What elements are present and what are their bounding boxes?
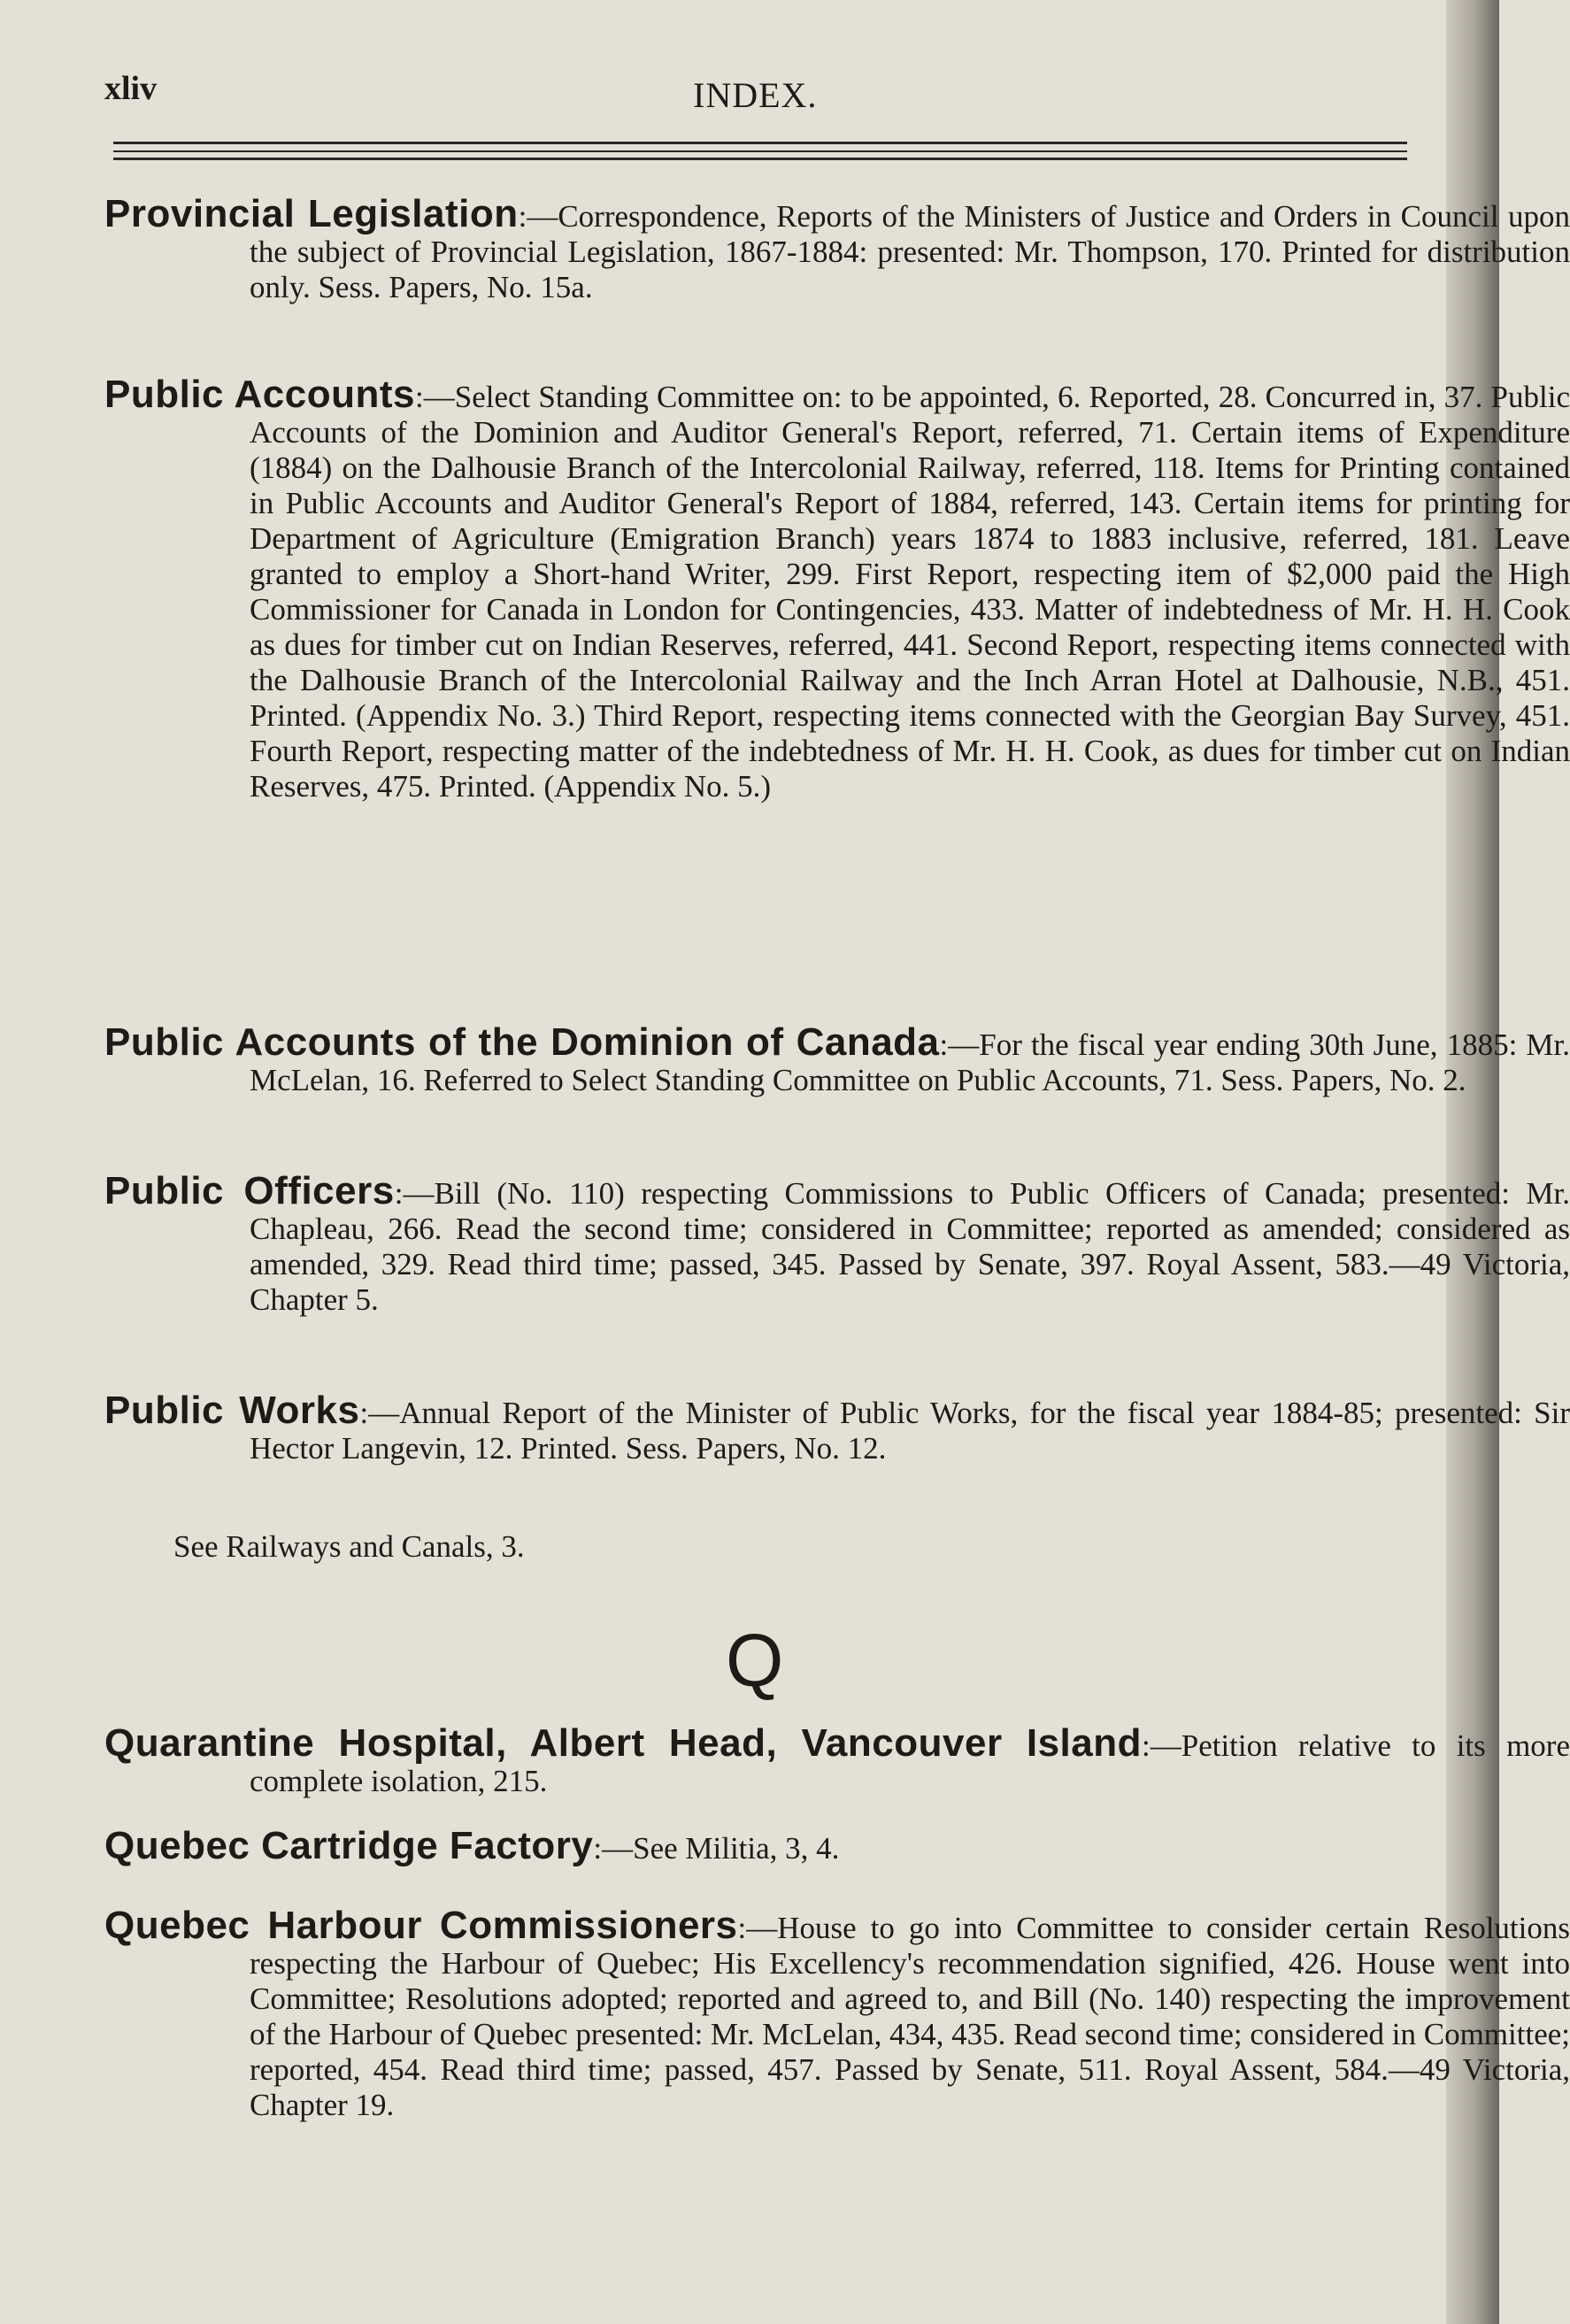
- entry-term: Public Officers: [104, 1169, 395, 1212]
- entry-text: :—Bill (No. 110) respecting Commissions to Public Officers of Canada; presented: Mr. Chapleau, 266. Read the second time; considered in Committee; reported as amended; considered as amended, 329. Read third time; passed, 345. Passed by Senate, 397. Royal Assent, 583.—49 Victoria, Chapter 5.: [250, 1176, 1570, 1317]
- entry-term: Public Works: [104, 1389, 360, 1432]
- entry-text: :—Correspondence, Reports of the Ministers of Justice and Orders in Council upon the subject of Provincial Legislation, 1867-1884: presented: Mr. Thompson, 170. Printed for distribution only. Sess. Papers, No. 15a.: [250, 199, 1570, 304]
- entry-term: Quebec Harbour Commissioners: [104, 1904, 738, 1947]
- index-entry-provincial-legislation: [104, 192, 1570, 305]
- page-number: xliv: [104, 70, 158, 107]
- index-entry-quebec-harbour-commissioners: [104, 1904, 1570, 2123]
- index-entry-public-works: [104, 1389, 1570, 1466]
- entry-term: Public Accounts of the Dominion of Canada: [104, 1020, 940, 1064]
- entry-term: Quarantine Hospital, Albert Head, Vancouver Island: [104, 1721, 1142, 1765]
- see-also-reference: See Railways and Canals, 3.: [173, 1529, 525, 1564]
- index-entry-public-accounts-dominion: [104, 1020, 1570, 1098]
- running-head: INDEX.: [693, 75, 818, 115]
- section-letter: Q: [726, 1619, 784, 1702]
- page-header: [104, 69, 1414, 122]
- entry-text: :—House to go into Committee to consider certain Resolutions respecting the Harbour of Quebec; His Excellency's recommendation signified, 426. House went into Committee; Resolutions adopted; reported and agreed to, and Bill (No. 140) respecting the improvement of the Harbour of Quebec presented: Mr. McLelan, 434, 435. Read second time; considered in Committee; reported, 454. Read third time; passed, 457. Passed by Senate, 511. Royal Assent, 584.—49 Victoria, Chapter 19.: [250, 1911, 1570, 2122]
- header-rule: [113, 158, 1407, 160]
- index-entry-public-accounts: [104, 373, 1570, 804]
- index-entry-quarantine-hospital: [104, 1721, 1570, 1799]
- index-entry-public-officers: [104, 1169, 1570, 1318]
- entry-text: :—Annual Report of the Minister of Public Works, for the fiscal year 1884-85; presented: Sir Hector Langevin, 12. Printed. Sess. Papers, No. 12.: [250, 1396, 1570, 1466]
- entry-text: :—See Militia, 3, 4.: [593, 1831, 840, 1866]
- entry-text: :—For the fiscal year ending 30th June, 1885: Mr. McLelan, 16. Referred to Select Standing Committee on Public Accounts, 71. Sess. Papers, No. 2.: [250, 1027, 1570, 1097]
- entry-term: Quebec Cartridge Factory: [104, 1824, 594, 1867]
- entry-text: :—Select Standing Committee on: to be appointed, 6. Reported, 28. Concurred in, 37. Public Accounts of the Dominion and Auditor General's Report, referred, 71. Certain items of Expenditure (1884) on the Dalhousie Branch of the Intercolonial Railway, referred, 118. Items for Printing contained in Public Accounts and Auditor General's Report of 1884, referred, 143. Certain items for printing for Department of Agriculture (Emigration Branch) years 1874 to 1883 inclusive, referred, 181. Leave granted to employ a Short-hand Writer, 299. First Report, respecting item of $2,000 paid the High Commissioner for Canada in London for Contingencies, 433. Matter of indebtedness of Mr. H. H. Cook as dues for timber cut on Indian Reserves, referred, 441. Second Report, respecting items connected with the Dalhousie Branch of the Intercolonial Railway and the Inch Arran Hotel at Dalhousie, N.B., 451. Printed. (Appendix No. 3.) Third Report, respecting items connected with the Georgian Bay Survey, 451. Fourth Report, respecting matter of the indebtedness of Mr. H. H. Cook, as dues for timber cut on Indian Reserves, 475. Printed. (Appendix No. 5.): [250, 380, 1570, 804]
- index-entry-quebec-cartridge-factory: [104, 1824, 1570, 1867]
- header-rule: [113, 150, 1407, 152]
- entry-term: Provincial Legislation: [104, 192, 519, 235]
- header-rule: [113, 142, 1407, 144]
- entry-text: :—Petition relative to its more complete isolation, 215.: [250, 1728, 1570, 1798]
- entry-term: Public Accounts: [104, 373, 415, 416]
